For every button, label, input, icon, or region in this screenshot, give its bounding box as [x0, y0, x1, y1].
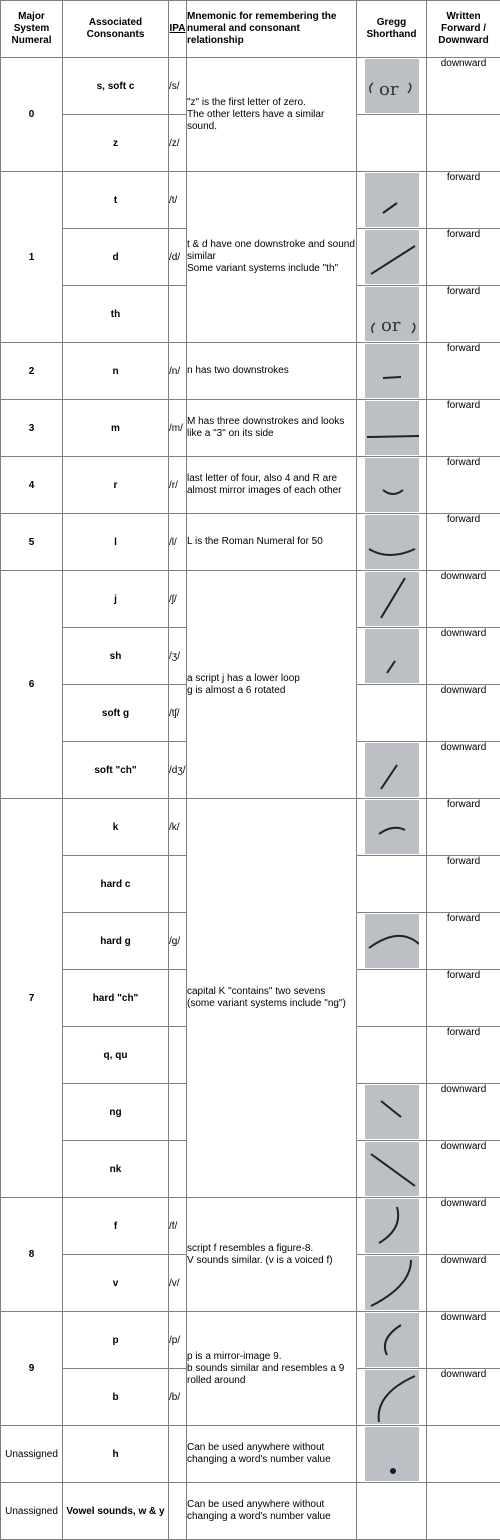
- b-curve-icon: [365, 1370, 419, 1424]
- gregg-cell: [357, 1426, 427, 1483]
- l-curve-icon: [365, 515, 419, 569]
- table-row: [1, 58, 500, 115]
- mnemonic-cell: [187, 400, 357, 457]
- gregg-cell: [357, 856, 427, 913]
- direction-cell: [427, 1426, 500, 1483]
- header-ipa: IPA: [169, 1, 187, 58]
- table-row: [1, 1426, 500, 1483]
- gregg-cell: [357, 1255, 427, 1312]
- gregg-cell: [357, 343, 427, 400]
- consonants-cell: r: [63, 457, 169, 514]
- consonants-cell: p: [63, 1312, 169, 1369]
- consonants-cell: Vowel sounds, w & y: [63, 1483, 169, 1540]
- ipa-cell: /d/: [169, 229, 187, 286]
- th-or-icon: [365, 287, 419, 341]
- direction-cell: forward: [427, 514, 500, 571]
- numeral-cell: 7: [1, 799, 63, 1198]
- mnemonic-cell: [187, 172, 357, 343]
- consonants-cell: z: [63, 115, 169, 172]
- ipa-cell: [169, 970, 187, 1027]
- table-row: [1, 571, 500, 628]
- mnemonic-line: g is almost a 6 rotated: [187, 685, 356, 697]
- t-stroke-icon: [365, 173, 419, 227]
- table-row: [1, 457, 500, 514]
- ipa-cell: /z/: [169, 115, 187, 172]
- ch-stroke-icon: [365, 743, 419, 797]
- header-row: [1, 1, 500, 58]
- consonants-cell: k: [63, 799, 169, 856]
- consonants-cell: s, soft c: [63, 58, 169, 115]
- direction-cell: [427, 1483, 500, 1540]
- gregg-cell: [357, 457, 427, 514]
- mnemonic-line: Can be used anywhere without changing a word's number value: [187, 1499, 356, 1523]
- gregg-cell: [357, 685, 427, 742]
- ipa-cell: /f/: [169, 1198, 187, 1255]
- table-row: [1, 1483, 500, 1540]
- ipa-cell: /l/: [169, 514, 187, 571]
- m-stroke-icon: [365, 401, 419, 455]
- gregg-cell: [357, 799, 427, 856]
- direction-cell: downward: [427, 1312, 500, 1369]
- header-direction: Written Forward / Downward: [427, 1, 500, 58]
- ipa-cell: [169, 1027, 187, 1084]
- gregg-cell: [357, 400, 427, 457]
- direction-cell: forward: [427, 799, 500, 856]
- numeral-cell: 6: [1, 571, 63, 799]
- direction-cell: forward: [427, 229, 500, 286]
- ng-stroke-icon: [365, 1085, 419, 1139]
- mnemonic-line: Some variant systems include "th": [187, 263, 356, 275]
- ipa-cell: /t/: [169, 172, 187, 229]
- mnemonic-line: V sounds similar. (v is a voiced f): [187, 1255, 356, 1267]
- mnemonic-cell: [187, 1312, 357, 1426]
- table-row: [1, 400, 500, 457]
- numeral-cell: 0: [1, 58, 63, 172]
- gregg-cell: [357, 1483, 427, 1540]
- direction-cell: downward: [427, 571, 500, 628]
- gregg-cell: [357, 58, 427, 115]
- ipa-cell: /g/: [169, 913, 187, 970]
- consonants-cell: h: [63, 1426, 169, 1483]
- numeral-cell: 4: [1, 457, 63, 514]
- gregg-cell: [357, 913, 427, 970]
- ipa-cell: [169, 1426, 187, 1483]
- gregg-cell: [357, 172, 427, 229]
- table-row: [1, 1198, 500, 1255]
- gregg-cell: [357, 115, 427, 172]
- consonants-cell: hard g: [63, 913, 169, 970]
- mnemonic-line: L is the Roman Numeral for 50: [187, 536, 356, 548]
- direction-cell: downward: [427, 742, 500, 799]
- direction-cell: forward: [427, 457, 500, 514]
- mnemonic-line: Can be used anywhere without changing a word's number value: [187, 1442, 356, 1466]
- consonants-cell: n: [63, 343, 169, 400]
- direction-cell: downward: [427, 685, 500, 742]
- consonants-cell: j: [63, 571, 169, 628]
- mnemonic-cell: [187, 1483, 357, 1540]
- ipa-cell: [169, 1141, 187, 1198]
- numeral-cell: 3: [1, 400, 63, 457]
- mnemonic-line: p is a mirror-image 9.: [187, 1351, 356, 1363]
- svg-text:or: or: [379, 79, 399, 100]
- consonants-cell: hard c: [63, 856, 169, 913]
- mnemonic-cell: [187, 343, 357, 400]
- mnemonic-line: (some variant systems include "ng"): [187, 998, 356, 1010]
- ipa-cell: /v/: [169, 1255, 187, 1312]
- mnemonic-line: last letter of four, also 4 and R are almost mirror images of each other: [187, 473, 356, 497]
- ipa-cell: /ʃ/: [169, 571, 187, 628]
- table-row: [1, 799, 500, 856]
- table-row: [1, 1312, 500, 1369]
- v-curve-icon: [365, 1256, 419, 1310]
- ipa-cell: [169, 856, 187, 913]
- mnemonic-cell: [187, 1198, 357, 1312]
- g-curve-icon: [365, 914, 419, 968]
- gregg-cell: [357, 1198, 427, 1255]
- mnemonic-cell: [187, 1426, 357, 1483]
- ipa-cell: /k/: [169, 799, 187, 856]
- k-curve-icon: [365, 800, 419, 854]
- consonants-cell: b: [63, 1369, 169, 1426]
- mnemonic-line: a script j has a lower loop: [187, 673, 356, 685]
- mnemonic-cell: [187, 514, 357, 571]
- gregg-cell: [357, 1312, 427, 1369]
- gregg-cell: [357, 286, 427, 343]
- direction-cell: [427, 115, 500, 172]
- ipa-cell: /ʒ/: [169, 628, 187, 685]
- consonants-cell: ng: [63, 1084, 169, 1141]
- gregg-cell: [357, 571, 427, 628]
- numeral-cell: Unassigned: [1, 1426, 63, 1483]
- mnemonic-line: n has two downstrokes: [187, 365, 356, 377]
- consonants-cell: sh: [63, 628, 169, 685]
- numeral-cell: 8: [1, 1198, 63, 1312]
- consonants-cell: soft "ch": [63, 742, 169, 799]
- mnemonic-cell: [187, 571, 357, 799]
- mnemonic-line: script f resembles a figure-8.: [187, 1243, 356, 1255]
- mnemonic-line: t & d have one downstroke and sound similar: [187, 239, 356, 263]
- direction-cell: downward: [427, 1084, 500, 1141]
- direction-cell: forward: [427, 913, 500, 970]
- header-numeral: Major System Numeral: [1, 1, 63, 58]
- header-consonants: Associated Consonants: [63, 1, 169, 58]
- h-dot-icon: [365, 1427, 419, 1481]
- mnemonic-line: The other letters have a similar sound.: [187, 109, 356, 133]
- gregg-cell: [357, 628, 427, 685]
- numeral-cell: 9: [1, 1312, 63, 1426]
- table-row: [1, 343, 500, 400]
- consonants-cell: m: [63, 400, 169, 457]
- consonants-cell: nk: [63, 1141, 169, 1198]
- ipa-cell: /n/: [169, 343, 187, 400]
- direction-cell: downward: [427, 1141, 500, 1198]
- consonants-cell: t: [63, 172, 169, 229]
- p-curve-icon: [365, 1313, 419, 1367]
- direction-cell: downward: [427, 1369, 500, 1426]
- gregg-cell: [357, 514, 427, 571]
- ipa-cell: /tʃ/: [169, 685, 187, 742]
- gregg-cell: [357, 229, 427, 286]
- r-curve-icon: [365, 458, 419, 512]
- gregg-cell: [357, 970, 427, 1027]
- ipa-cell: [169, 1483, 187, 1540]
- gregg-cell: [357, 1141, 427, 1198]
- table-row: [1, 172, 500, 229]
- ipa-cell: /m/: [169, 400, 187, 457]
- n-stroke-icon: [365, 344, 419, 398]
- mnemonic-cell: [187, 58, 357, 172]
- direction-cell: forward: [427, 343, 500, 400]
- ipa-cell: /b/: [169, 1369, 187, 1426]
- header-gregg: Gregg Shorthand: [357, 1, 427, 58]
- consonants-cell: d: [63, 229, 169, 286]
- mnemonic-cell: [187, 457, 357, 514]
- f-curve-icon: [365, 1199, 419, 1253]
- j-stroke-icon: [365, 572, 419, 626]
- direction-cell: forward: [427, 286, 500, 343]
- consonants-cell: v: [63, 1255, 169, 1312]
- direction-cell: downward: [427, 628, 500, 685]
- direction-cell: forward: [427, 856, 500, 913]
- ipa-cell: /r/: [169, 457, 187, 514]
- header-mnemonic: Mnemonic for remembering the numeral and consonant relationship: [187, 1, 357, 58]
- consonants-cell: l: [63, 514, 169, 571]
- direction-cell: downward: [427, 1255, 500, 1312]
- direction-cell: forward: [427, 400, 500, 457]
- direction-cell: downward: [427, 58, 500, 115]
- table-body: [1, 58, 500, 1540]
- mnemonic-line: capital K "contains" two sevens: [187, 986, 356, 998]
- direction-cell: forward: [427, 172, 500, 229]
- mnemonic-cell: [187, 799, 357, 1198]
- s-or-icon: [365, 59, 419, 113]
- direction-cell: forward: [427, 1027, 500, 1084]
- numeral-cell: 5: [1, 514, 63, 571]
- mnemonic-line: b sounds similar and resembles a 9 rolled around: [187, 1363, 356, 1387]
- mnemonic-line: "z" is the first letter of zero.: [187, 97, 356, 109]
- direction-cell: forward: [427, 970, 500, 1027]
- numeral-cell: 2: [1, 343, 63, 400]
- ipa-cell: /dʒ/: [169, 742, 187, 799]
- mnemonic-line: M has three downstrokes and looks like a "3" on its side: [187, 416, 356, 440]
- ipa-cell: [169, 1084, 187, 1141]
- sh-stroke-icon: [365, 629, 419, 683]
- consonants-cell: f: [63, 1198, 169, 1255]
- ipa-cell: /s/: [169, 58, 187, 115]
- gregg-cell: [357, 1027, 427, 1084]
- svg-text:or: or: [381, 315, 401, 336]
- gregg-cell: [357, 1369, 427, 1426]
- ipa-cell: /p/: [169, 1312, 187, 1369]
- consonants-cell: hard "ch": [63, 970, 169, 1027]
- consonants-cell: th: [63, 286, 169, 343]
- gregg-cell: [357, 1084, 427, 1141]
- numeral-cell: Unassigned: [1, 1483, 63, 1540]
- gregg-cell: [357, 742, 427, 799]
- d-stroke-icon: [365, 230, 419, 284]
- direction-cell: downward: [427, 1198, 500, 1255]
- table-row: [1, 514, 500, 571]
- consonants-cell: soft g: [63, 685, 169, 742]
- ipa-cell: [169, 286, 187, 343]
- nk-stroke-icon: [365, 1142, 419, 1196]
- numeral-cell: 1: [1, 172, 63, 343]
- consonants-cell: q, qu: [63, 1027, 169, 1084]
